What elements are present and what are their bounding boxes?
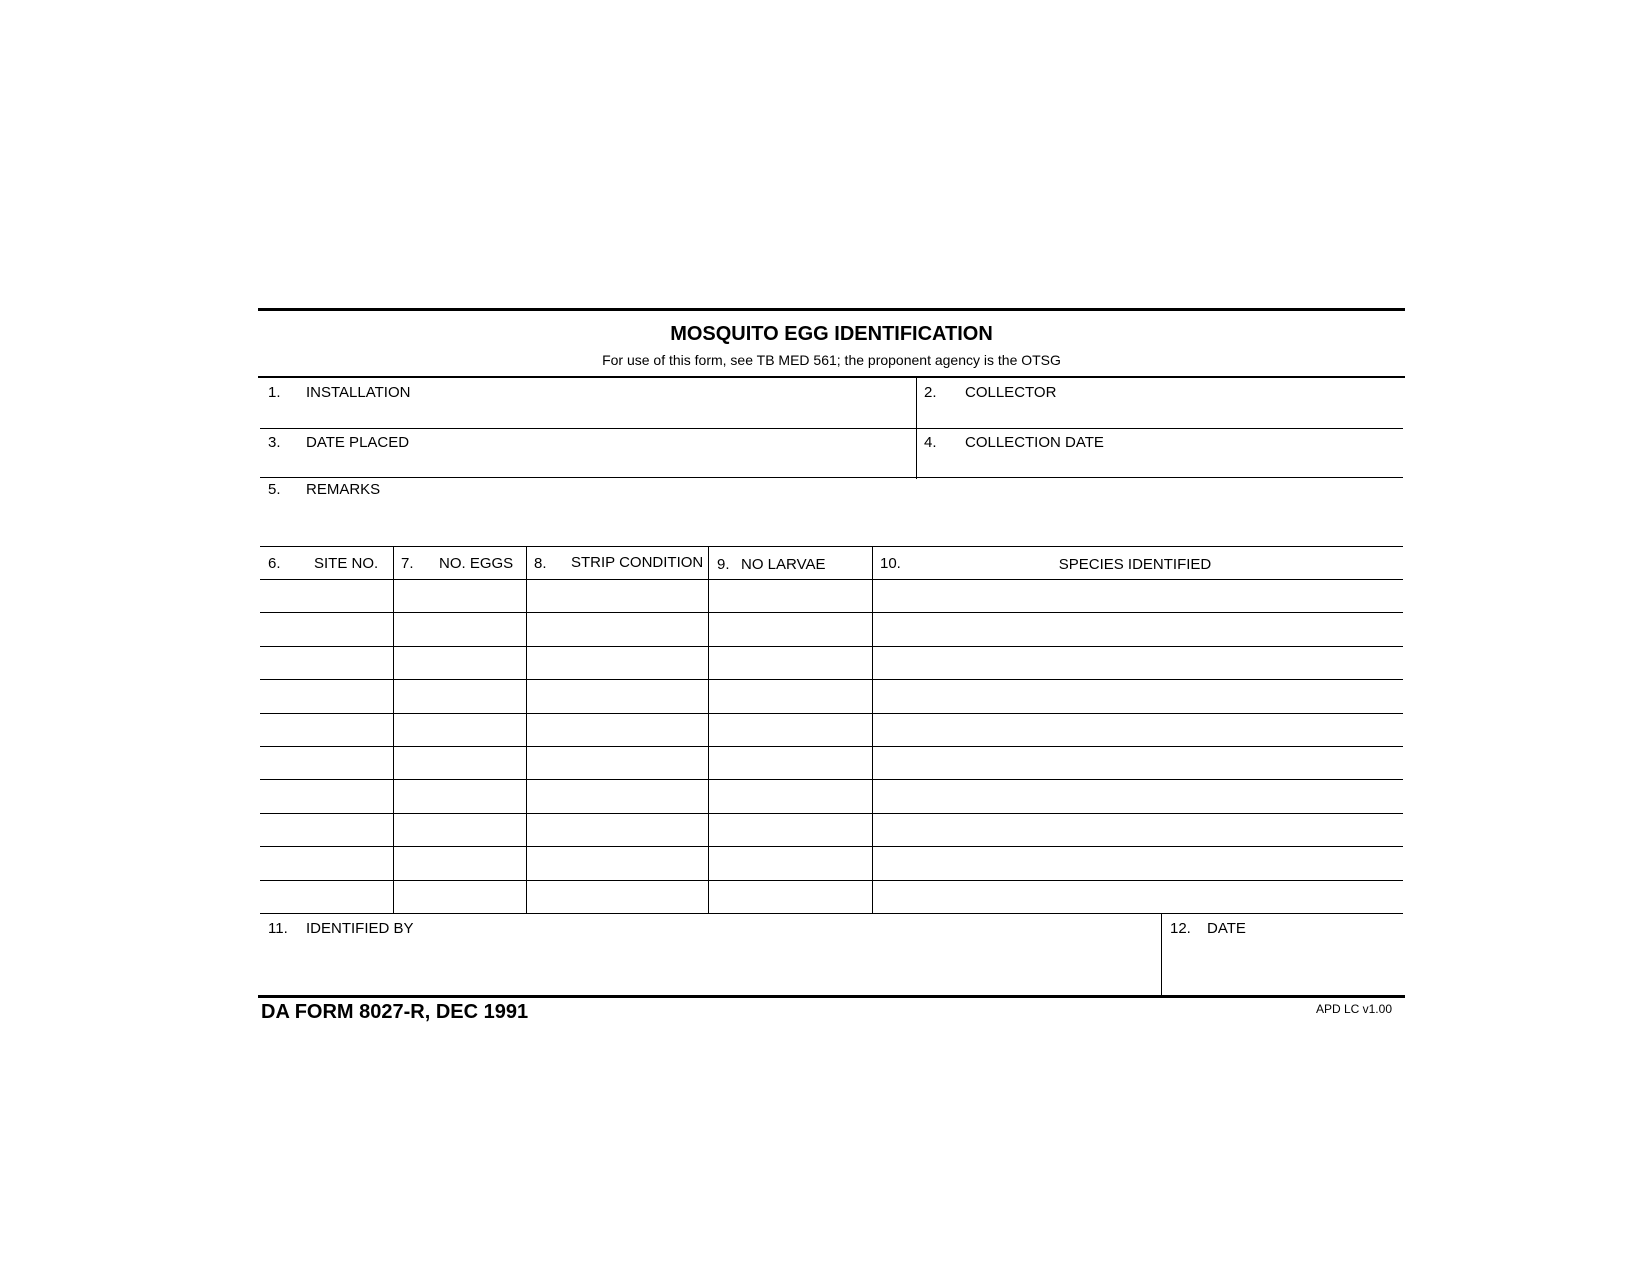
- table-cell-site-no: [261, 714, 393, 746]
- table-cell-strip-condition: [527, 680, 708, 713]
- identified-by-num: 11.: [268, 920, 288, 937]
- collection-date-num: 4.: [924, 434, 937, 451]
- row1-bottom: [260, 428, 1403, 429]
- strip-condition-input[interactable]: [527, 881, 708, 913]
- no-larvae-input[interactable]: [709, 780, 872, 813]
- no-eggs-input[interactable]: [394, 647, 526, 679]
- table-cell-site-no: [261, 814, 393, 846]
- strip-condition-input[interactable]: [527, 647, 708, 679]
- species-identified-input[interactable]: [873, 780, 1403, 813]
- no-larvae-num: 9.: [717, 556, 730, 573]
- strip-condition-input[interactable]: [527, 780, 708, 813]
- site-no-header: SITE NO.: [314, 555, 379, 572]
- form-id: DA FORM 8027-R, DEC 1991: [261, 1001, 529, 1023]
- table-cell-species-identified: [873, 580, 1403, 612]
- table-cell-strip-condition: [527, 647, 708, 679]
- table-cell-site-no: [261, 780, 393, 813]
- no-larvae-input[interactable]: [709, 881, 872, 913]
- table-cell-no-eggs: [394, 814, 526, 846]
- table-cell-strip-condition: [527, 580, 708, 612]
- row2-bottom: [260, 477, 1403, 478]
- remarks-num: 5.: [268, 481, 281, 498]
- table-cell-no-larvae: [709, 714, 872, 746]
- site-no-input[interactable]: [261, 814, 393, 846]
- site-no-input[interactable]: [261, 747, 393, 779]
- form-title: MOSQUITO EGG IDENTIFICATION: [670, 323, 993, 345]
- remarks-label: REMARKS: [306, 481, 381, 498]
- bottom-border: [258, 995, 1405, 998]
- table-cell-strip-condition: [527, 613, 708, 646]
- remarks-field[interactable]: [300, 502, 1400, 542]
- no-eggs-input[interactable]: [394, 814, 526, 846]
- table-cell-no-eggs: [394, 680, 526, 713]
- no-larvae-input[interactable]: [709, 714, 872, 746]
- species-identified-input[interactable]: [873, 847, 1403, 880]
- table-bottom: [260, 913, 1403, 914]
- no-eggs-input[interactable]: [394, 714, 526, 746]
- installation-num: 1.: [268, 384, 281, 401]
- species-identified-input[interactable]: [873, 747, 1403, 779]
- no-eggs-input[interactable]: [394, 613, 526, 646]
- date-placed-field[interactable]: [300, 453, 910, 475]
- strip-condition-input[interactable]: [527, 714, 708, 746]
- table-cell-no-larvae: [709, 881, 872, 913]
- date-placed-label: DATE PLACED: [306, 434, 410, 451]
- table-cell-species-identified: [873, 780, 1403, 813]
- table-cell-no-eggs: [394, 580, 526, 612]
- table-cell-no-eggs: [394, 714, 526, 746]
- version-label: APD LC v1.00: [1315, 1002, 1392, 1016]
- table-cell-no-larvae: [709, 647, 872, 679]
- table-cell-species-identified: [873, 847, 1403, 880]
- remarks-bottom: [260, 546, 1403, 547]
- no-larvae-input[interactable]: [709, 580, 872, 612]
- top-border: [258, 308, 1405, 311]
- strip-condition-num: 8.: [534, 555, 547, 572]
- strip-condition-header: STRIP CONDITION: [571, 554, 704, 571]
- table-cell-no-eggs: [394, 613, 526, 646]
- species-identified-num: 10.: [880, 555, 901, 572]
- signature-divider: [1161, 913, 1162, 996]
- no-eggs-num: 7.: [401, 555, 414, 572]
- strip-condition-input[interactable]: [527, 680, 708, 713]
- no-larvae-input[interactable]: [709, 680, 872, 713]
- species-identified-input[interactable]: [873, 580, 1403, 612]
- no-larvae-input[interactable]: [709, 613, 872, 646]
- table-cell-no-larvae: [709, 580, 872, 612]
- site-no-input[interactable]: [261, 714, 393, 746]
- collection-date-label: COLLECTION DATE: [965, 434, 1104, 451]
- site-no-num: 6.: [268, 555, 281, 572]
- table-cell-no-eggs: [394, 747, 526, 779]
- table-cell-no-eggs: [394, 780, 526, 813]
- collector-num: 2.: [924, 384, 937, 401]
- installation-field[interactable]: [300, 403, 910, 425]
- table-cell-no-larvae: [709, 814, 872, 846]
- table-cell-no-larvae: [709, 780, 872, 813]
- site-no-input[interactable]: [261, 680, 393, 713]
- table-cell-species-identified: [873, 814, 1403, 846]
- identified-by-label: IDENTIFIED BY: [306, 920, 414, 937]
- strip-condition-input[interactable]: [527, 814, 708, 846]
- no-larvae-input[interactable]: [709, 747, 872, 779]
- strip-condition-input[interactable]: [527, 580, 708, 612]
- no-larvae-input[interactable]: [709, 814, 872, 846]
- strip-condition-input[interactable]: [527, 613, 708, 646]
- no-larvae-input[interactable]: [709, 647, 872, 679]
- date-label: DATE: [1207, 920, 1246, 937]
- table-cell-strip-condition: [527, 814, 708, 846]
- site-no-input[interactable]: [261, 613, 393, 646]
- no-eggs-input[interactable]: [394, 680, 526, 713]
- table-cell-strip-condition: [527, 714, 708, 746]
- table-cell-site-no: [261, 747, 393, 779]
- table-cell-species-identified: [873, 714, 1403, 746]
- site-no-input[interactable]: [261, 847, 393, 880]
- species-identified-input[interactable]: [873, 680, 1403, 713]
- table-cell-strip-condition: [527, 747, 708, 779]
- table-cell-no-eggs: [394, 881, 526, 913]
- species-identified-header: SPECIES IDENTIFIED: [1058, 556, 1212, 573]
- no-eggs-header: NO. EGGS: [439, 555, 514, 572]
- date-placed-num: 3.: [268, 434, 281, 451]
- site-no-input[interactable]: [261, 780, 393, 813]
- no-eggs-input[interactable]: [394, 847, 526, 880]
- table-cell-no-larvae: [709, 747, 872, 779]
- table-cell-no-eggs: [394, 847, 526, 880]
- strip-condition-input[interactable]: [527, 847, 708, 880]
- table-cell-strip-condition: [527, 881, 708, 913]
- site-no-input[interactable]: [261, 881, 393, 913]
- table-cell-species-identified: [873, 881, 1403, 913]
- no-eggs-input[interactable]: [394, 881, 526, 913]
- installation-label: INSTALLATION: [306, 384, 411, 401]
- table-cell-no-eggs: [394, 647, 526, 679]
- table-cell-strip-condition: [527, 847, 708, 880]
- table-cell-site-no: [261, 647, 393, 679]
- no-eggs-input[interactable]: [394, 580, 526, 612]
- identified-by-field[interactable]: [300, 945, 1150, 985]
- table-cell-species-identified: [873, 647, 1403, 679]
- species-identified-input[interactable]: [873, 647, 1403, 679]
- table-cell-site-no: [261, 613, 393, 646]
- table-cell-species-identified: [873, 747, 1403, 779]
- site-no-input[interactable]: [261, 580, 393, 612]
- date-num: 12.: [1170, 920, 1191, 937]
- table-cell-no-larvae: [709, 613, 872, 646]
- no-eggs-input[interactable]: [394, 780, 526, 813]
- species-identified-input[interactable]: [873, 613, 1403, 646]
- no-eggs-input[interactable]: [394, 747, 526, 779]
- species-identified-input[interactable]: [873, 881, 1403, 913]
- table-cell-strip-condition: [527, 780, 708, 813]
- table-cell-site-no: [261, 680, 393, 713]
- species-identified-input[interactable]: [873, 714, 1403, 746]
- collection-date-field[interactable]: [960, 453, 1400, 475]
- table-cell-no-larvae: [709, 680, 872, 713]
- header-divider: [258, 376, 1405, 378]
- table-cell-site-no: [261, 881, 393, 913]
- no-larvae-input[interactable]: [709, 847, 872, 880]
- table-cell-species-identified: [873, 680, 1403, 713]
- date-field[interactable]: [1200, 945, 1400, 985]
- table-cell-species-identified: [873, 613, 1403, 646]
- strip-condition-input[interactable]: [527, 747, 708, 779]
- species-identified-input[interactable]: [873, 814, 1403, 846]
- table-cell-site-no: [261, 847, 393, 880]
- collector-label: COLLECTOR: [965, 384, 1057, 401]
- no-larvae-header: NO LARVAE: [741, 556, 826, 573]
- form-subtitle: For use of this form, see TB MED 561; the proponent agency is the OTSG: [602, 352, 1061, 368]
- table-cell-no-larvae: [709, 847, 872, 880]
- collector-field[interactable]: [960, 403, 1400, 425]
- table-cell-site-no: [261, 580, 393, 612]
- site-no-input[interactable]: [261, 647, 393, 679]
